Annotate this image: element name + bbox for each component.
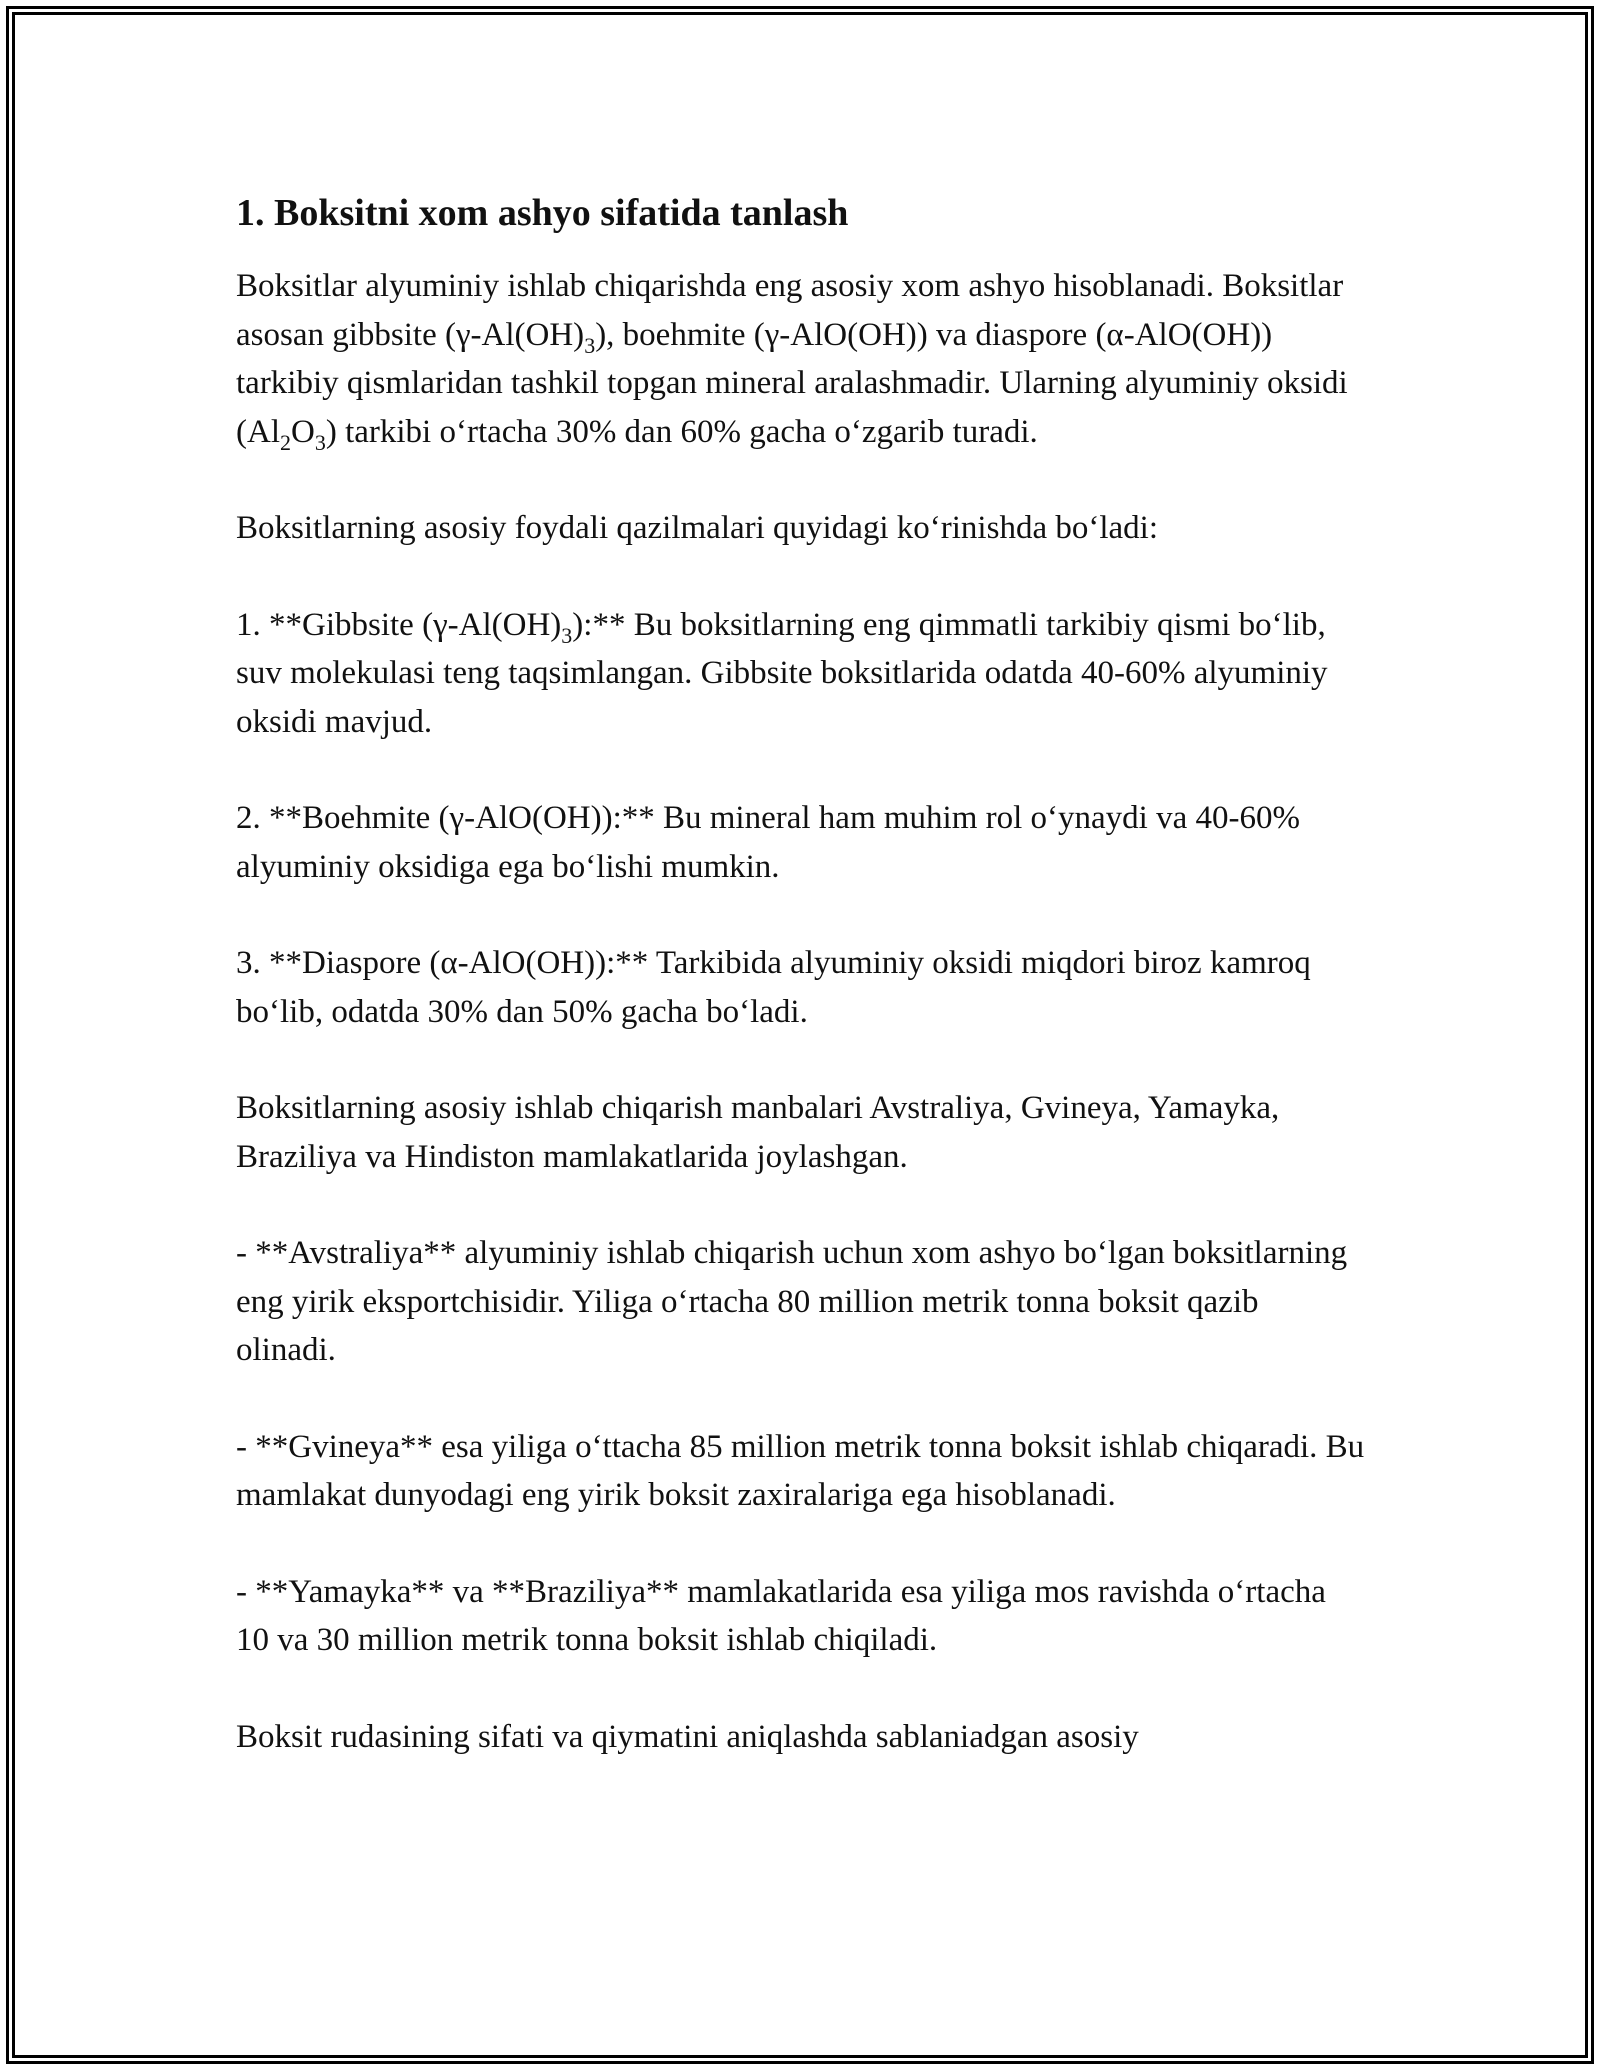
paragraph-text: O bbox=[291, 413, 315, 450]
bullet-australia: - **Avstraliya** alyuminiy ishlab chiqarish uchun xom ashyo boʻlgan boksitlarning eng yirik eksportchisidir. Yiliga oʻrtacha 80 million metrik tonna boksit qazib olinadi. bbox=[236, 1235, 1348, 1368]
subscript: 3 bbox=[584, 332, 596, 358]
paragraph-quality: Boksit rudasining sifati va qiymatini aniqlashda sablaniadgan asosiy bbox=[236, 1718, 1139, 1755]
list-item-diaspore: 3. **Diaspore (α-AlO(OH)):** Tarkibida alyuminiy oksidi miqdori biroz kamroq boʻlib, odatda 30% dan 50% gacha boʻladi. bbox=[236, 945, 1311, 1030]
paragraph-bauxite-intro bbox=[236, 262, 1366, 456]
section-heading: 1. Boksitni xom ashyo sifatida tanlash bbox=[236, 192, 849, 234]
subscript: 2 bbox=[280, 429, 291, 455]
bullet-jamaica-brazil: - **Yamayka** va **Braziliya** mamlakatlarida esa yiliga mos ravishda oʻrtacha 10 va 30 million metrik tonna boksit ishlab chiqiladi. bbox=[236, 1573, 1326, 1658]
document-body bbox=[236, 186, 1366, 1809]
paragraph-text: Boksitlar alyuminiy ishlab chiqarishda eng asosiy xom ashyo hisoblanadi. Boksitlar asosan gibbsite (γ-Al(OH) bbox=[236, 268, 1344, 353]
bullet-guinea: - **Gvineya** esa yiliga oʻttacha 85 million metrik tonna boksit ishlab chiqaradi. Bu mamlakat dunyodagi eng yirik boksit zaxiralariga ega hisoblanadi. bbox=[236, 1428, 1365, 1513]
list-item-boehmite: 2. **Boehmite (γ-AlO(OH)):** Bu mineral ham muhim rol oʻynaydi va 40-60% alyuminiy oksidiga ega boʻlishi mumkin. bbox=[236, 800, 1300, 885]
paragraph-minerals-intro: Boksitlarning asosiy foydali qazilmalari quyidagi koʻrinishda boʻladi: bbox=[236, 510, 1158, 546]
paragraph-text: ):** Bu boksitlarning eng qimmatli tarkibiy qismi boʻlib, suv molekulasi teng taqsimlangan. Gibbsite boksitlarida odatda 40-60% alyuminiy oksidi mavjud. bbox=[236, 606, 1328, 740]
paragraph-text: ) tarkibi oʻrtacha 30% dan 60% gacha oʻzgarib turadi. bbox=[325, 413, 1038, 450]
paragraph-sources: Boksitlarning asosiy ishlab chiqarish manbalari Avstraliya, Gvineya, Yamayka, Braziliya va Hindiston mamlakatlarida joylashgan. bbox=[236, 1090, 1280, 1175]
list-item-gibbsite bbox=[236, 601, 1366, 747]
paragraph-text: 1. **Gibbsite (γ-Al(OH) bbox=[236, 606, 562, 643]
subscript: 3 bbox=[561, 622, 573, 648]
subscript: 3 bbox=[314, 429, 326, 455]
paragraph-text: ), boehmite (γ-AlO(OH)) va diaspore (α-AlO(OH)) tarkibiy qismlaridan tashkil topgan mineral aralashmadir. Ularning alyuminiy oksidi (Al bbox=[236, 316, 1348, 450]
